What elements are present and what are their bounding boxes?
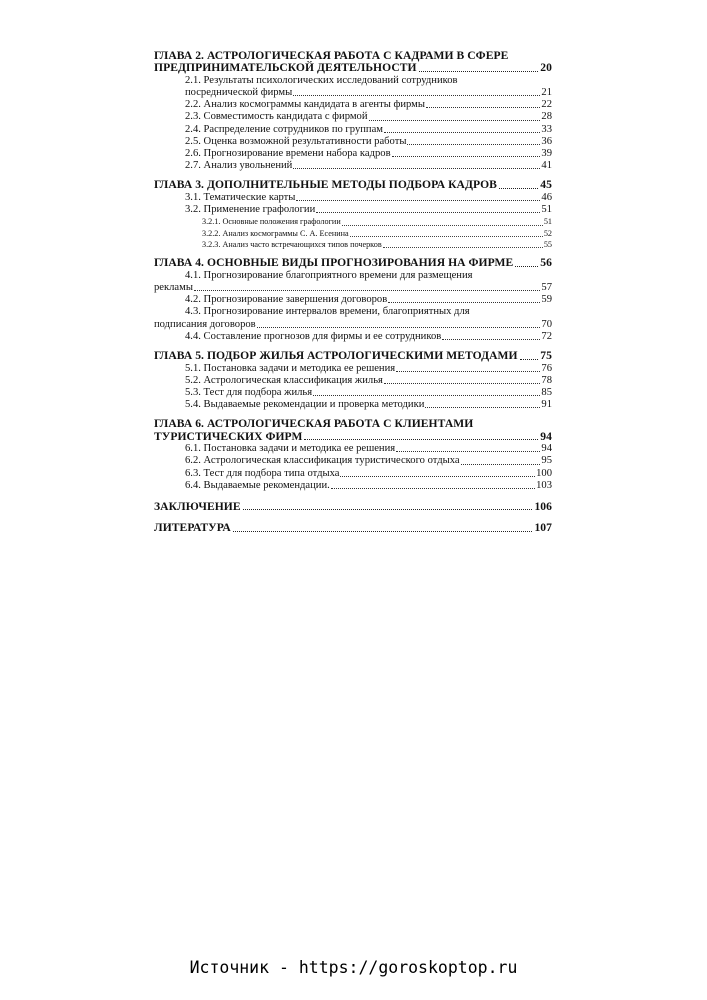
toc-entry [154,331,552,343]
dot-leader [384,132,540,133]
entry-row [185,136,552,148]
entry-title: 4.2. Прогнозирование завершения договоров [185,294,388,306]
entry-page: 103 [536,479,552,491]
entry-page: 76 [541,362,552,374]
entry-page: 95 [541,455,552,467]
entry-title: 4.4. Составление прогнозов для фирмы и ее сотрудников [185,330,442,342]
chapter-title: ГЛАВА 4. ОСНОВНЫЕ ВИДЫ ПРОГНОЗИРОВАНИЯ НА ФИРМЕ [154,256,514,270]
entry-title: 5.3. Тест для подбора жилья [185,386,313,398]
toc-entry [154,148,552,160]
entry-row [185,111,552,123]
entry-row [185,375,552,387]
toc-entry [154,160,552,172]
chapter-2 [154,50,552,172]
toc-entry [154,480,552,492]
entry-row [185,480,552,492]
entry-row [185,160,552,172]
chapter-title: ГЛАВА 6. АСТРОЛОГИЧЕСКАЯ РАБОТА С КЛИЕНТАМИ [154,417,474,431]
subentry-title: 3.2.3. Анализ часто встречающихся типов почерков [202,240,382,250]
literature-section [154,522,552,534]
dot-leader [340,476,535,477]
dot-leader [407,144,540,145]
entry-row [154,282,552,294]
dot-leader [331,488,535,489]
dot-leader [396,451,540,452]
entry-title: 5.1. Постановка задачи и методика ее решения [185,362,396,374]
entry-title: 2.2. Анализ космограммы кандидата в агенты фирмы [185,99,425,111]
entry-title: 5.4. Выдаваемые рекомендации и проверка методики [185,399,425,411]
chapter-page: 45 [540,178,552,192]
entry-row [185,455,552,467]
toc-entry [154,306,552,330]
chapter-5 [154,350,552,411]
dot-leader [396,371,540,372]
entry-title-cont: подписания договоров [154,318,256,330]
dot-leader [194,290,540,291]
entry-title: 6.4. Выдаваемые рекомендации. [185,479,330,491]
entry-page: 46 [541,191,552,203]
toc-entry [154,136,552,148]
toc-entry [154,111,552,123]
subentry-title: 3.2.1. Основные положения графологии [202,217,341,227]
dot-leader [304,439,538,440]
toc-entry [154,192,552,204]
toc-entry [154,99,552,111]
toc-entry [154,363,552,375]
chapter-title-line [154,522,552,534]
entry-title: 4.3. Прогнозирование интервалов времени, благоприятных для [185,306,470,318]
entry-row [185,468,552,480]
entry-row [185,87,552,99]
source-caption: Источник - https://goroskoptop.ru [189,958,518,977]
entry-page: 100 [536,467,552,479]
entry-row [185,99,552,111]
toc-entry [154,204,552,216]
toc-entry [154,387,552,399]
entry-row [154,319,552,331]
toc-subentry [154,228,552,239]
dot-leader [293,168,540,169]
entry-page: 85 [541,386,552,398]
entry-title: 6.1. Постановка задачи и методика ее решения [185,443,396,455]
subentry-row [202,239,552,250]
subentry-page: 51 [543,217,552,227]
subentry-page: 52 [543,228,552,238]
entry-title-cont: посреднической фирмы [185,87,293,99]
chapter-title-line [154,501,552,513]
entry-page: 39 [541,148,552,160]
entry-title: 2.1. Результаты психологических исследований сотрудников [185,74,458,86]
dot-leader [425,407,540,408]
entry-page: 72 [541,330,552,342]
entry-row [185,148,552,160]
entry-page: 41 [541,160,552,172]
entry-row [185,399,552,411]
entry-title: 2.6. Прогнозирование времени набора кадров [185,148,391,160]
dot-leader [350,236,543,237]
entry-row [185,331,552,343]
chapter-title-line [154,431,552,443]
toc-subentry [154,216,552,227]
subentry-page: 55 [543,240,552,250]
entry-title-cont: рекламы [154,282,193,294]
entry-page: 57 [541,282,552,294]
dot-leader [342,225,543,226]
toc-entry [154,443,552,455]
chapter-title-line [154,257,552,269]
dot-leader [383,247,543,248]
dot-leader [515,266,538,267]
chapter-title-line [154,179,552,191]
entry-title: 6.2. Астрологическая классификация туристического отдыха [185,455,460,467]
subentry-title: 3.2.2. Анализ космограммы С. А. Есенина [202,228,349,238]
entry-page: 94 [541,443,552,455]
toc-entry [154,124,552,136]
chapter-title-line [154,62,552,74]
dot-leader [388,302,540,303]
toc-entry [154,468,552,480]
entry-page: 91 [541,399,552,411]
dot-leader [520,359,539,360]
toc-entry [154,270,552,294]
toc-entry [154,455,552,467]
dot-leader [426,107,540,108]
entry-page: 59 [541,294,552,306]
entry-page: 70 [541,318,552,330]
chapter-title-cont: ТУРИСТИЧЕСКИХ ФИРМ [154,429,303,443]
dot-leader [313,395,540,396]
dot-leader [233,531,533,532]
toc-subentry [154,239,552,250]
dot-leader [296,200,540,201]
chapter-4 [154,257,552,343]
dot-leader [419,71,539,72]
entry-page: 22 [541,99,552,111]
chapter-page: 56 [540,256,552,270]
entry-title: 2.7. Анализ увольнений [185,160,293,172]
chapter-3 [154,179,552,250]
entry-page: 36 [541,135,552,147]
dot-leader [384,383,540,384]
conclusion-title: ЗАКЛЮЧЕНИЕ [154,499,241,513]
entry-row [185,294,552,306]
dot-leader [293,95,540,96]
entry-row [185,443,552,455]
subentry-row [202,228,552,239]
entry-row [185,124,552,136]
dot-leader [442,339,540,340]
entry-row [185,204,552,216]
entry-title: 3.1. Тематические карты [185,191,296,203]
entry-page: 78 [541,374,552,386]
toc-entry [154,375,552,387]
dot-leader [461,464,541,465]
literature-title: ЛИТЕРАТУРА [154,521,231,535]
chapter-title-cont: ПРЕДПРИНИМАТЕЛЬСКОЙ ДЕЯТЕЛЬНОСТИ [154,61,417,75]
chapter-title: ГЛАВА 5. ПОДБОР ЖИЛЬЯ АСТРОЛОГИЧЕСКИМИ МЕТОДАМИ [154,349,518,363]
dot-leader [316,212,540,213]
entry-page: 21 [541,87,552,99]
entry-page: 33 [541,123,552,135]
toc-entry [154,399,552,411]
entry-page: 51 [541,204,552,216]
entry-title: 2.4. Распределение сотрудников по группам [185,123,383,135]
entry-row [185,363,552,375]
chapter-title: ГЛАВА 2. АСТРОЛОГИЧЕСКАЯ РАБОТА С КАДРАМИ В СФЕРЕ [154,49,509,62]
dot-leader [257,327,541,328]
entry-row [185,192,552,204]
table-of-contents [154,50,552,535]
chapter-page: 75 [540,349,552,363]
subentry-row [202,216,552,227]
chapter-6 [154,418,552,492]
chapter-title-line [154,350,552,362]
dot-leader [499,188,538,189]
entry-row [185,387,552,399]
literature-page: 107 [534,521,552,535]
entry-page: 28 [541,111,552,123]
entry-title: 4.1. Прогнозирование благоприятного времени для размещения [185,269,473,281]
dot-leader [392,156,541,157]
entry-title: 3.2. Применение графологии [185,204,316,216]
entry-title: 2.5. Оценка возможной результативности работы [185,135,407,147]
chapter-page: 20 [540,61,552,75]
entry-title: 5.2. Астрологическая классификация жилья [185,374,383,386]
chapter-page: 94 [540,429,552,443]
dot-leader [243,509,533,510]
conclusion-section [154,501,552,513]
toc-entry [154,294,552,306]
entry-title: 6.3. Тест для подбора типа отдыха [185,467,340,479]
entry-title: 2.3. Совместимость кандидата с фирмой [185,111,368,123]
conclusion-page: 106 [534,499,552,513]
chapter-title: ГЛАВА 3. ДОПОЛНИТЕЛЬНЫЕ МЕТОДЫ ПОДБОРА КАДРОВ [154,178,497,192]
dot-leader [369,120,541,121]
toc-entry [154,75,552,99]
